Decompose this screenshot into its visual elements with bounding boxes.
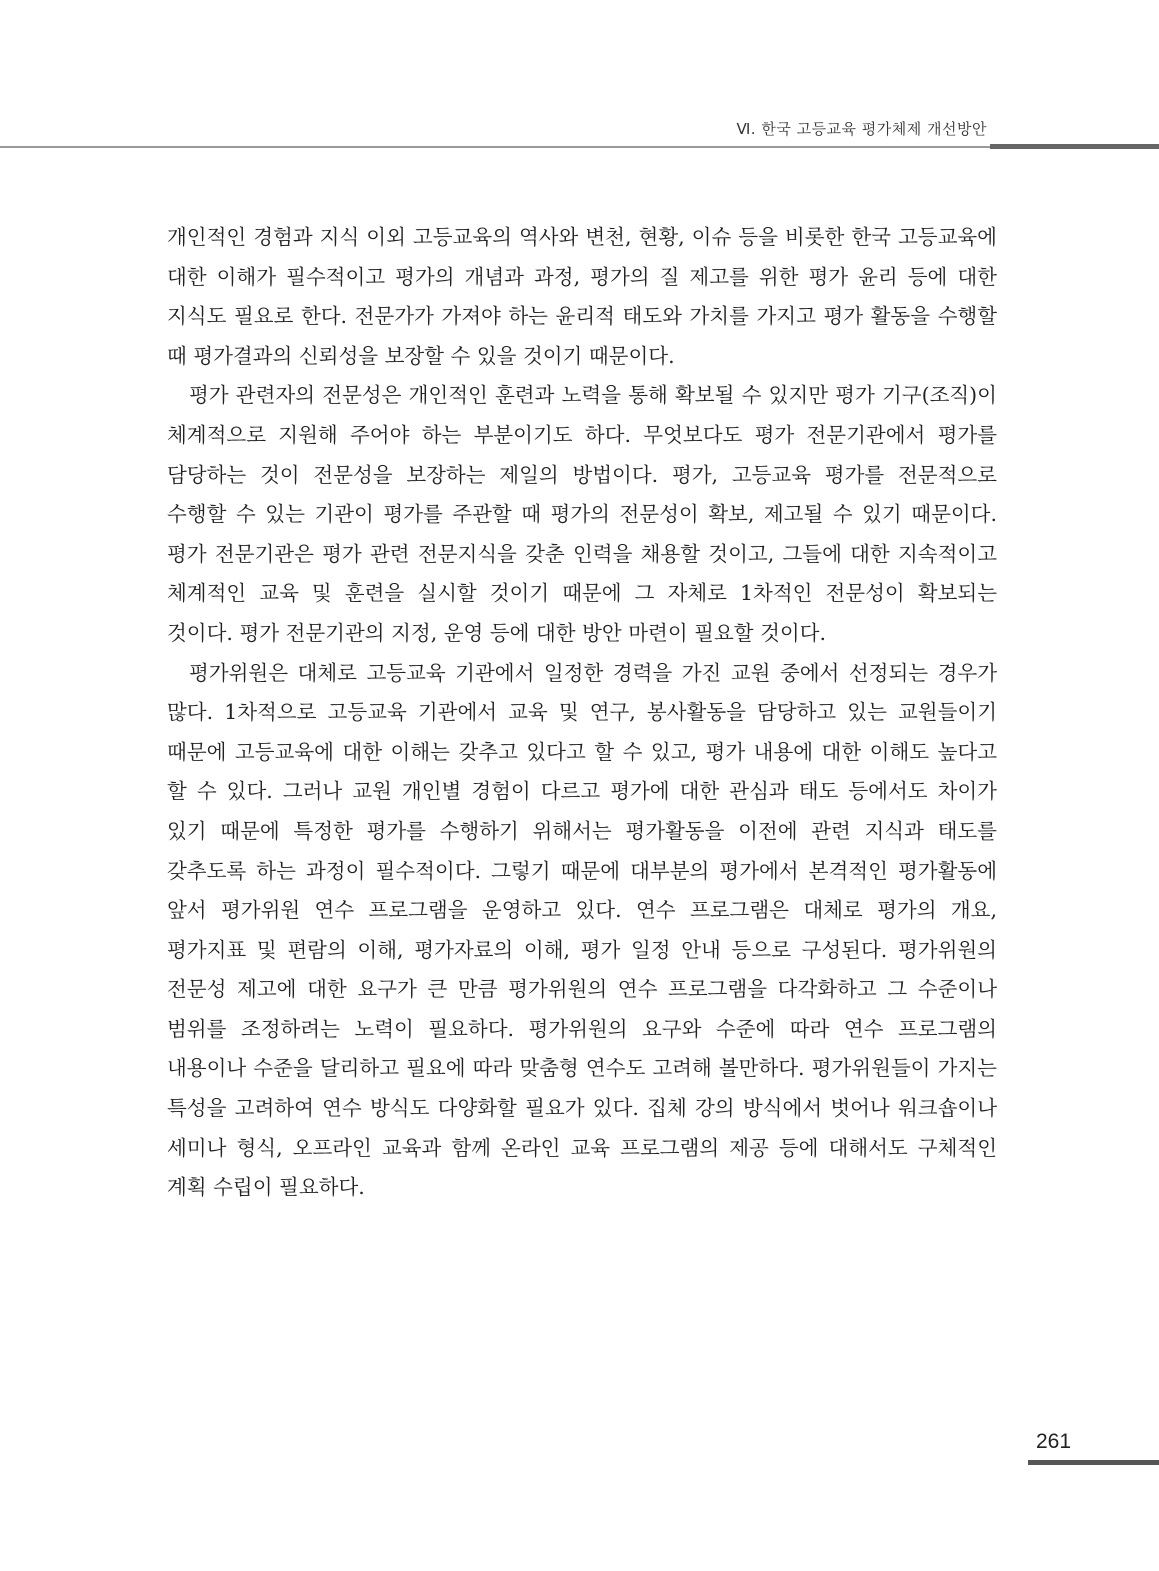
body-text (167, 218, 997, 1208)
paragraph-2: 평가 관련자의 전문성은 개인적인 훈련과 노력을 통해 확보될 수 있지만 평가 기구(조직)이 체계적으로 지원해 주어야 하는 부분이기도 하다. 무엇보다도 평가 전문기관에서 평가를 담당하는 것이 전문성을 보장하는 제일의 방법이다. 평가, 고등교육 평가를 전문적으로 수행할 수 있는 기관이 평가를 주관할 때 평가의 전문성이 확보, 제고될 수 있기 때문이다. 평가 전문기관은 평가 관련 전문지식을 갖춘 인력을 채용할 것이고, 그들에 대한 지속적이고 체계적인 교육 및 훈련을 실시할 것이기 때문에 그 자체로 1차적인 전문성이 확보되는 것이다. 평가 전문기관의 지정, 운영 등에 대한 방안 마련이 필요할 것이다. (167, 383, 997, 645)
header-divider (0, 146, 990, 148)
running-header: Ⅵ. 한국 고등교육 평가체제 개선방안 (736, 120, 987, 138)
page-number: 261 (1036, 1430, 1072, 1453)
paragraph-3: 평가위원은 대체로 고등교육 기관에서 일정한 경력을 가진 교원 중에서 선정되는 경우가 많다. 1차적으로 고등교육 기관에서 교육 및 연구, 봉사활동을 담당하고 있는 교원들이기 때문에 고등교육에 대한 이해는 갖추고 있다고 할 수 있고, 평가 내용에 대한 이해도 높다고 할 수 있다. 그러나 교원 개인별 경험이 다르고 평가에 대한 관심과 태도 등에서도 차이가 있기 때문에 특정한 평가를 수행하기 위해서는 평가활동을 이전에 관련 지식과 태도를 갖추도록 하는 과정이 필수적이다. 그렇기 때문에 대부분의 평가에서 본격적인 평가활동에 앞서 평가위원 연수 프로그램을 운영하고 있다. 연수 프로그램은 대체로 평가의 개요, 평가지표 및 편람의 이해, 평가자료의 이해, 평가 일정 안내 등으로 구성된다. 평가위원의 전문성 제고에 대한 요구가 큰 만큼 평가위원의 연수 프로그램을 다각화하고 그 수준이나 범위를 조정하려는 노력이 필요하다. 평가위원의 요구와 수준에 따라 연수 프로그램의 내용이나 수준을 달리하고 필요에 따라 맞춤형 연수도 고려해 볼만하다. 평가위원들이 가지는 특성을 고려하여 연수 방식도 다양화할 필요가 있다. 집체 강의 방식에서 벗어나 워크숍이나 세미나 형식, 오프라인 교육과 함께 온라인 교육 프로그램의 제공 등에 대해서도 구체적인 계획 수립이 필요하다. (167, 660, 997, 1200)
footer-divider (1028, 1460, 1159, 1465)
paragraph-1: 개인적인 경험과 지식 이외 고등교육의 역사와 변천, 현황, 이슈 등을 비롯한 한국 고등교육에 대한 이해가 필수적이고 평가의 개념과 과정, 평가의 질 제고를 위한 평가 윤리 등에 대한 지식도 필요로 한다. 전문가가 가져야 하는 윤리적 태도와 가치를 가지고 평가 활동을 수행할 때 평가결과의 신뢰성을 보장할 수 있을 것이기 때문이다. (167, 225, 997, 368)
header-divider-accent (990, 144, 1159, 149)
